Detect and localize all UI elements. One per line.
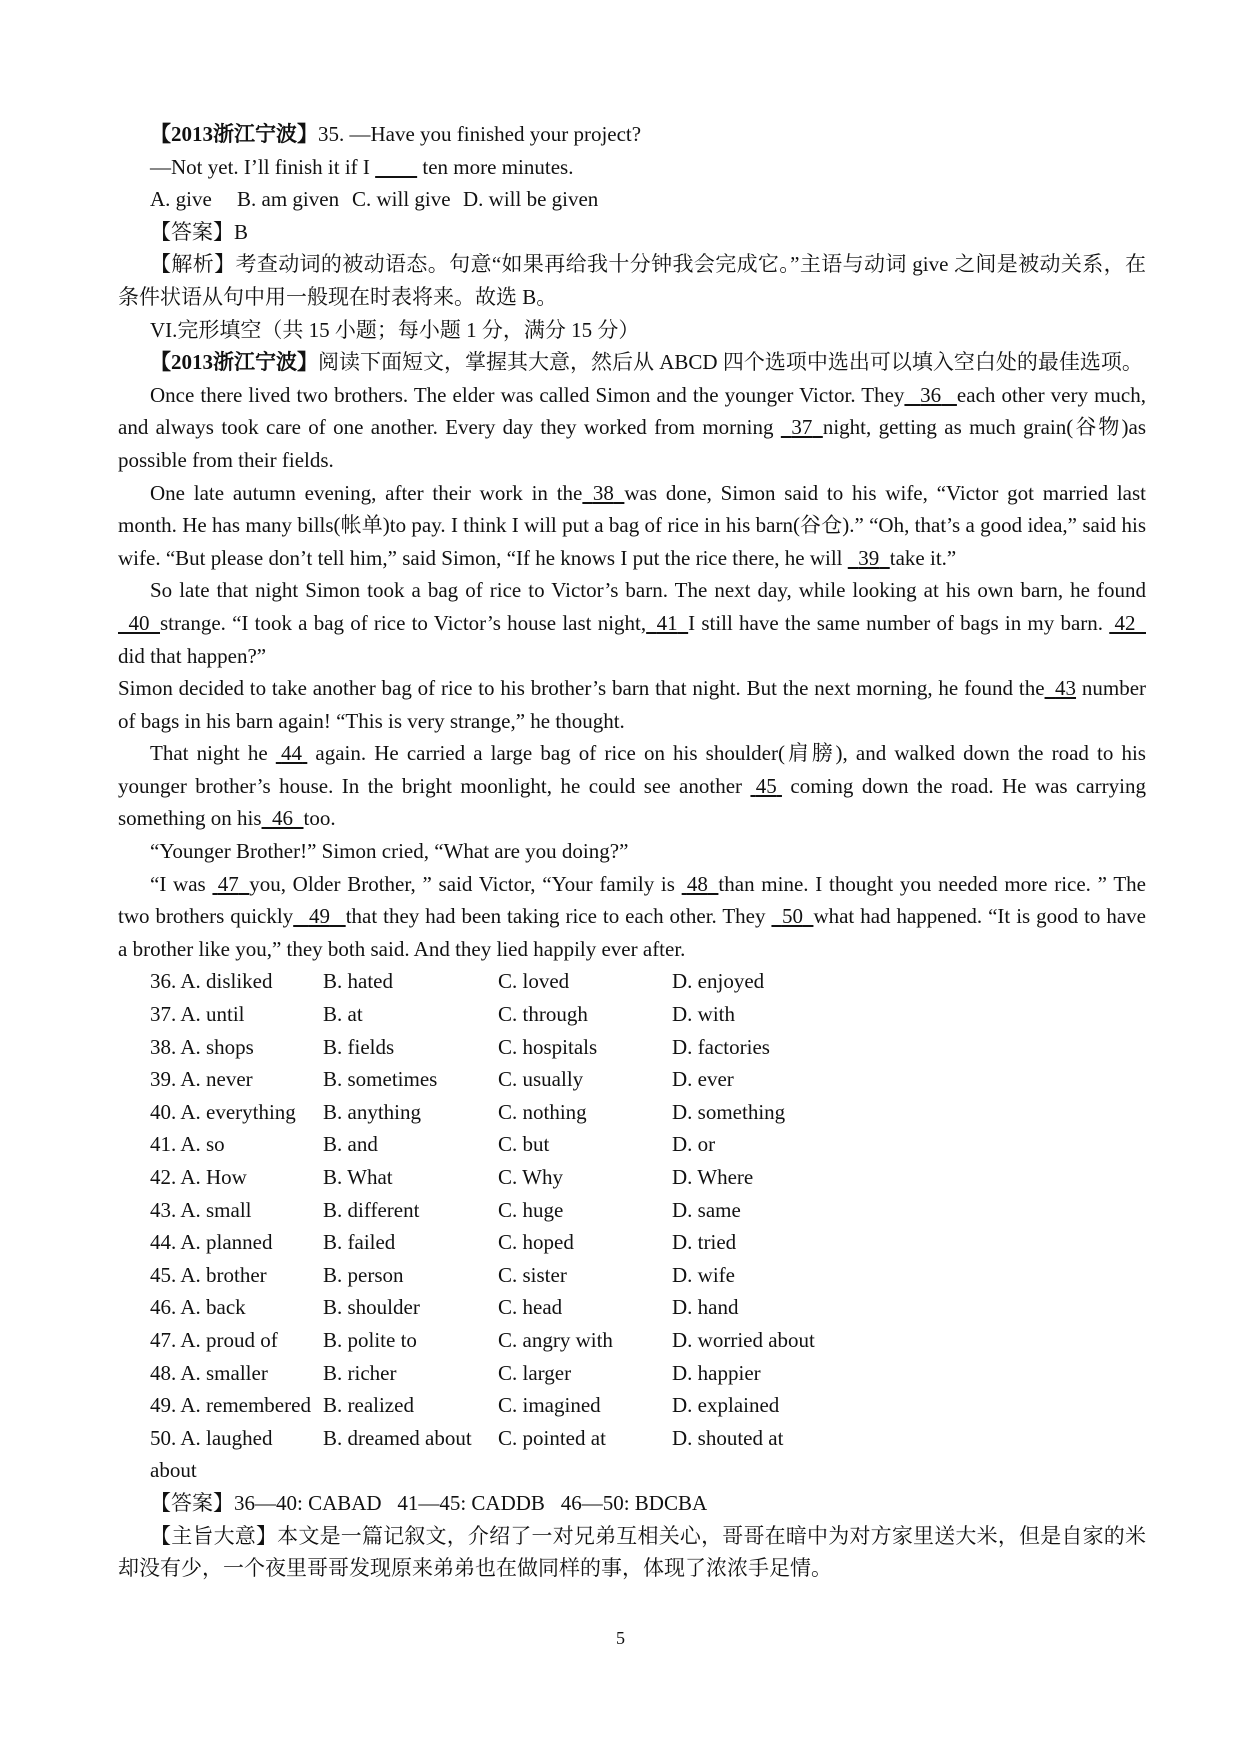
choice-row <box>118 998 1146 1031</box>
choice-option: B. fields <box>323 1034 395 1059</box>
choice-option: C. hospitals <box>498 1034 598 1059</box>
blank-48: 48 <box>686 871 708 896</box>
choice-option: 40. A. everything <box>150 1099 296 1124</box>
choice-option: D. hand <box>672 1295 739 1320</box>
choice-option: B. failed <box>323 1230 396 1255</box>
choice-option: B. different <box>323 1197 420 1222</box>
option-b: B. am given <box>237 187 340 212</box>
choice-option: D. factories <box>672 1034 770 1059</box>
choice-option: C. through <box>498 1002 588 1027</box>
passage-paragraph-4: Simon decided to take another bag of rice to his brother’s barn that night. But the next morning, he found the 43 number of bags in his barn again! “This is very strange,” he thought. <box>118 672 1146 737</box>
choice-option: D. ever <box>672 1067 734 1092</box>
passage-paragraph-7: “I was 47 you, Older Brother, ” said Victor, “Your family is 48 than mine. I thought you needed more rice. ” The two brothers quickly 49 that they had been taking rice to each other. They 50 what had happened. “It is good to have a brother like you,” they both said. And they lied happily ever after. <box>118 868 1146 966</box>
document-body <box>118 118 1146 1585</box>
choice-option: C. but <box>498 1132 550 1157</box>
blank-40: 40 <box>128 610 150 635</box>
question-35-line2: —Not yet. I’ll finish it if I ten more minutes. <box>118 151 1146 184</box>
choice-option: D. wife <box>672 1262 735 1287</box>
choice-option: B. sometimes <box>323 1067 438 1092</box>
choice-option: C. imagined <box>498 1393 601 1418</box>
choice-option: 50. A. laughed about <box>150 1425 273 1483</box>
choice-option: 47. A. proud of <box>150 1327 278 1352</box>
choice-row <box>118 1063 1146 1096</box>
blank-49: 49 <box>308 904 330 929</box>
choice-option: 43. A. small <box>150 1197 252 1222</box>
choice-option: 44. A. planned <box>150 1230 273 1255</box>
choice-option: 36. A. disliked <box>150 969 273 994</box>
choice-option: 39. A. never <box>150 1067 253 1092</box>
blank-41: 41 <box>656 610 678 635</box>
blank-47: 47 <box>217 871 239 896</box>
choice-list <box>118 965 1146 1487</box>
choice-option: C. usually <box>498 1067 584 1092</box>
choice-option: B. polite to <box>323 1327 417 1352</box>
choice-option: C. larger <box>498 1360 572 1385</box>
choice-option: 41. A. so <box>150 1132 225 1157</box>
option-d: D. will be given <box>463 187 599 212</box>
choice-option: D. same <box>672 1197 741 1222</box>
question-35-answer: 【答案】B <box>150 219 249 244</box>
choice-option: B. What <box>323 1165 393 1189</box>
choice-row <box>118 1096 1146 1129</box>
choice-option: D. happier <box>672 1360 761 1385</box>
choice-option: C. head <box>498 1295 563 1320</box>
question-35-analysis: 【解析】考查动词的被动语态。句意“如果再给我十分钟我会完成它。”主语与动词 give 之间是被动关系，在条件状语从句中用一般现在时表将来。故选 B。 <box>118 252 1146 309</box>
option-c: C. will give <box>352 187 451 212</box>
section-instruction: 【2013浙江宁波】阅读下面短文，掌握其大意，然后从 ABCD 四个选项中选出可以填入空白处的最佳选项。 <box>150 350 1143 375</box>
question-35-stem: 【2013浙江宁波】35. —Have you finished your project? <box>150 122 642 146</box>
choice-row <box>118 1031 1146 1064</box>
choice-option: 42. A. How <box>150 1165 247 1189</box>
answer-key: 【答案】36—40: CABAD 41—45: CADDB 46—50: BDCBA <box>150 1490 708 1515</box>
section-heading: VI.完形填空（共 15 小题；每小题 1 分，满分 15 分） <box>150 317 640 342</box>
choice-row <box>118 1324 1146 1357</box>
choice-option: C. hoped <box>498 1230 574 1255</box>
choice-option: B. shoulder <box>323 1295 420 1320</box>
passage-paragraph-1: Once there lived two brothers. The elder was called Simon and the younger Victor. They 36 each other very much, and always took care of one another. Every day they worked from morning 37 night, getting as much grain(谷物)as possible from their fields. <box>118 379 1146 477</box>
choice-row <box>118 1389 1146 1422</box>
choice-row <box>118 1291 1146 1324</box>
choice-option: D. something <box>672 1099 786 1124</box>
summary: 【主旨大意】本文是一篇记叙文，介绍了一对兄弟互相关心，哥哥在暗中为对方家里送大米，但是自家的米却没有少，一个夜里哥哥发现原来弟弟也在做同样的事，体现了浓浓手足情。 <box>118 1523 1146 1581</box>
passage-paragraph-6: “Younger Brother!” Simon cried, “What are you doing?” <box>150 839 629 864</box>
blank-43: 43 <box>1055 676 1077 701</box>
choice-option: D. Where <box>672 1165 754 1189</box>
choice-option: D. enjoyed <box>672 969 765 994</box>
blank-37: 37 <box>791 415 813 440</box>
choice-row <box>118 965 1146 998</box>
choice-option: B. person <box>323 1262 404 1287</box>
choice-option: D. or <box>672 1132 716 1157</box>
choice-option: C. loved <box>498 969 570 994</box>
blank-45: 45 <box>755 773 777 798</box>
passage-paragraph-3: So late that night Simon took a bag of rice to Victor’s barn. The next day, while looking at his own barn, he found 40 strange. “I took a bag of rice to Victor’s house last night, 41 I still have the same number of bags in my barn. 42 did that happen?” <box>118 578 1146 668</box>
source-tag: 【2013浙江宁波】 <box>150 350 318 375</box>
choice-option: B. and <box>323 1132 378 1157</box>
choice-option: B. realized <box>323 1393 414 1418</box>
choice-option: 48. A. smaller <box>150 1360 268 1385</box>
answer-blank <box>375 151 417 184</box>
choice-option: C. angry with <box>498 1327 613 1352</box>
choice-option: 37. A. until <box>150 1002 245 1027</box>
choice-option: 46. A. back <box>150 1295 246 1320</box>
choice-option: 49. A. remembered <box>150 1393 311 1418</box>
choice-row <box>118 1194 1146 1227</box>
source-tag: 【2013浙江宁波】 <box>150 122 318 146</box>
choice-option: D. tried <box>672 1230 737 1255</box>
choice-option: C. sister <box>498 1262 567 1287</box>
blank-38: 38 <box>592 480 614 505</box>
choice-option: B. hated <box>323 969 393 994</box>
passage-paragraph-2: One late autumn evening, after their work in the 38 was done, Simon said to his wife, “Victor got married last month. He has many bills(帐单)to pay. I think I will put a bag of rice in his barn(谷仓).” “Oh, that’s a good idea,” said his wife. “But please don’t tell him,” said Simon, “If he knows I put the rice there, he will 39 take it.” <box>118 477 1146 575</box>
choice-option: D. explained <box>672 1393 780 1418</box>
choice-option: D. worried about <box>672 1327 815 1352</box>
choice-option: B. dreamed about <box>323 1425 472 1450</box>
choice-option: B. at <box>323 1002 363 1027</box>
choice-option: C. nothing <box>498 1099 587 1124</box>
blank-50: 50 <box>781 904 803 929</box>
page-number: 5 <box>616 1628 625 1648</box>
choice-row <box>118 1422 1146 1487</box>
blank-46: 46 <box>272 806 294 831</box>
choice-option: B. richer <box>323 1360 397 1385</box>
choice-option: D. shouted at <box>672 1425 784 1450</box>
choice-option: 38. A. shops <box>150 1034 254 1059</box>
choice-row <box>118 1259 1146 1292</box>
choice-row <box>118 1161 1146 1194</box>
choice-option: D. with <box>672 1002 735 1027</box>
question-35-options <box>118 183 1146 216</box>
choice-option: C. huge <box>498 1197 564 1222</box>
blank-36: 36 <box>920 382 942 407</box>
passage-paragraph-5: That night he 44 again. He carried a large bag of rice on his shoulder(肩膀), and walked down the road to his younger brother’s house. In the bright moonlight, he could see another 45 coming down the road. He was carrying something on his 46 too. <box>118 737 1146 835</box>
blank-39: 39 <box>858 545 880 570</box>
choice-option: C. Why <box>498 1165 563 1189</box>
blank-42: 42 <box>1114 610 1136 635</box>
choice-option: 45. A. brother <box>150 1262 267 1287</box>
choice-row <box>118 1226 1146 1259</box>
blank-44: 44 <box>281 741 303 766</box>
choice-row <box>118 1128 1146 1161</box>
option-a: A. give <box>150 187 212 212</box>
choice-row <box>118 1357 1146 1390</box>
choice-option: B. anything <box>323 1099 421 1124</box>
choice-option: C. pointed at <box>498 1425 606 1450</box>
